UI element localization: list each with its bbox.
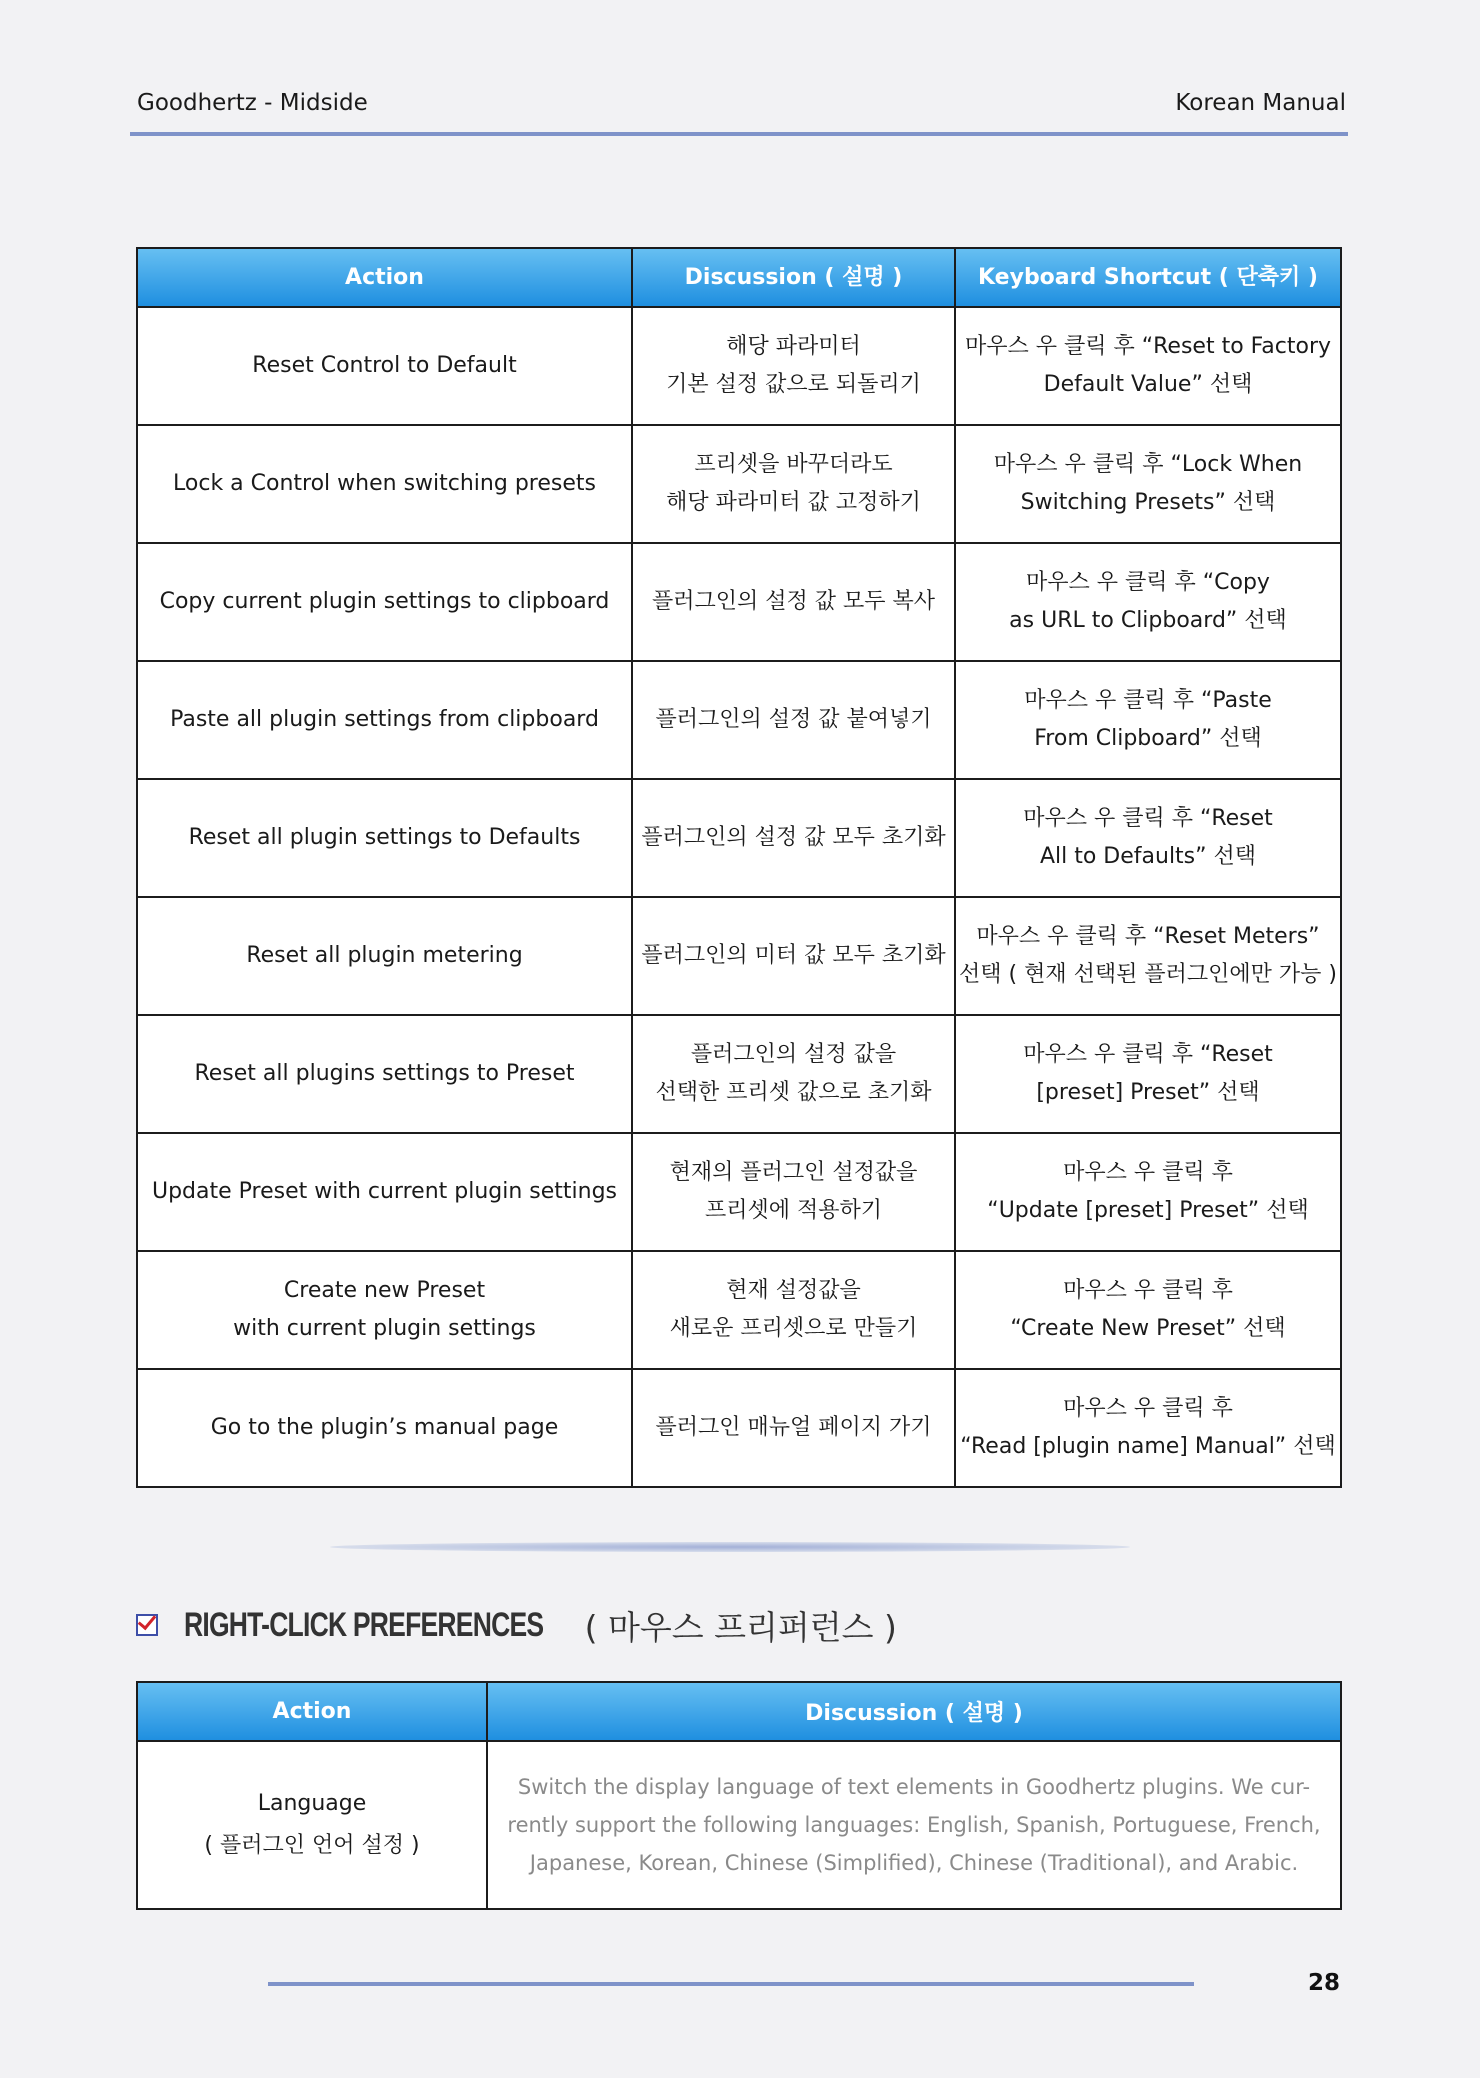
cell-line: 프리셋을 바꾸더라도 — [694, 452, 893, 477]
preferences-table — [136, 1681, 1342, 1910]
cell-line: Update Preset with current plugin settings — [151, 1179, 618, 1204]
section-title-english: RIGHT-CLICK PREFERENCES — [184, 1605, 544, 1644]
shortcut-cell — [955, 897, 1341, 1015]
cell-line: Reset all plugin settings to Defaults — [188, 825, 581, 850]
cell-line: 기본 설정 값으로 되돌리기 — [666, 372, 921, 397]
shortcut-cell — [955, 1251, 1341, 1369]
shortcut-cell — [955, 543, 1341, 661]
discussion-cell — [632, 425, 955, 543]
column-header-action: Action — [137, 248, 632, 307]
table-row — [137, 1251, 1341, 1369]
language-cell — [137, 1741, 487, 1909]
cell-line: 마우스 우 클릭 후 “Reset — [1023, 806, 1273, 831]
footer-divider — [268, 1982, 1194, 1986]
table-row — [137, 1015, 1341, 1133]
cell-line: “Create New Preset” 선택 — [1010, 1316, 1286, 1341]
cell-line: 플러그인 매뉴얼 페이지 가기 — [655, 1415, 932, 1440]
action-cell — [137, 1015, 632, 1133]
language-description-cell — [487, 1741, 1341, 1909]
discussion-cell — [632, 307, 955, 425]
cell-line: 마우스 우 클릭 후 “Copy — [1026, 570, 1270, 595]
discussion-cell — [632, 1133, 955, 1251]
table-row — [137, 1741, 1341, 1909]
column-header-discussion: Discussion ( 설명 ) — [487, 1682, 1341, 1741]
table-row — [137, 779, 1341, 897]
action-cell — [137, 661, 632, 779]
table-row — [137, 543, 1341, 661]
cell-line: 마우스 우 클릭 후 “Paste — [1024, 688, 1272, 713]
action-cell — [137, 425, 632, 543]
discussion-cell — [632, 897, 955, 1015]
cell-line: Paste all plugin settings from clipboard — [170, 707, 599, 732]
document-title: Goodhertz - Midside — [137, 90, 368, 116]
action-cell — [137, 1251, 632, 1369]
discussion-cell — [632, 661, 955, 779]
cell-line: 마우스 우 클릭 후 — [1063, 1396, 1233, 1421]
cell-line: 선택 ( 현재 선택된 플러그인에만 가능 ) — [959, 962, 1337, 987]
shortcut-cell — [955, 1133, 1341, 1251]
cell-line: 프리셋에 적용하기 — [704, 1198, 882, 1223]
cell-line: 마우스 우 클릭 후 “Reset Meters” — [976, 924, 1320, 949]
action-cell — [137, 307, 632, 425]
section-title-korean: ( 마우스 프리퍼런스 ) — [584, 1607, 897, 1647]
cell-line: rently support the following languages: English, Spanish, Portuguese, French, — [507, 1813, 1321, 1837]
shortcuts-table — [136, 247, 1342, 1488]
table-row — [137, 1133, 1341, 1251]
action-cell — [137, 1133, 632, 1251]
cell-line: 현재의 플러그인 설정값을 — [669, 1160, 918, 1185]
cell-line: Reset all plugins settings to Preset — [194, 1061, 575, 1086]
shortcut-cell — [955, 307, 1341, 425]
table-row — [137, 307, 1341, 425]
page-header — [130, 86, 1348, 136]
manual-language-label: Korean Manual — [1175, 90, 1346, 116]
cell-line: Go to the plugin’s manual page — [210, 1415, 559, 1440]
cell-line: Language — [257, 1791, 367, 1816]
cell-line: Reset Control to Default — [252, 353, 517, 378]
cell-line: as URL to Clipboard” 선택 — [1009, 608, 1287, 633]
discussion-cell — [632, 1251, 955, 1369]
cell-line: 마우스 우 클릭 후 “Reset — [1023, 1042, 1273, 1067]
cell-line: Switching Presets” 선택 — [1020, 490, 1276, 515]
cell-line: 플러그인의 설정 값 붙여넣기 — [655, 707, 932, 732]
cell-line: ( 플러그인 언어 설정 ) — [204, 1833, 420, 1858]
cell-line: 마우스 우 클릭 후 “Reset to Factory — [964, 334, 1332, 359]
cell-line: Default Value” 선택 — [1043, 372, 1253, 397]
table-row — [137, 425, 1341, 543]
cell-line: 플러그인의 설정 값 모두 초기화 — [641, 825, 946, 850]
discussion-cell — [632, 543, 955, 661]
cell-line: 플러그인의 미터 값 모두 초기화 — [641, 943, 946, 968]
cell-line: [preset] Preset” 선택 — [1036, 1080, 1260, 1105]
section-heading — [136, 1600, 897, 1650]
cell-line: Create new Preset — [283, 1278, 486, 1303]
cell-line: Japanese, Korean, Chinese (Simplified), Chinese (Traditional), and Arabic. — [529, 1851, 1299, 1875]
action-cell — [137, 543, 632, 661]
cell-line: with current plugin settings — [233, 1316, 536, 1341]
shortcut-cell — [955, 1369, 1341, 1487]
cell-line: “Read [plugin name] Manual” 선택 — [960, 1434, 1336, 1459]
discussion-cell — [632, 1369, 955, 1487]
page-number: 28 — [1307, 1970, 1340, 1996]
cell-line: 새로운 프리셋으로 만들기 — [669, 1316, 918, 1341]
shortcut-cell — [955, 779, 1341, 897]
checkbox-icon — [136, 1614, 158, 1636]
cell-line: Reset all plugin metering — [246, 943, 523, 968]
column-header-action: Action — [137, 1682, 487, 1741]
cell-line: 플러그인의 설정 값을 — [690, 1042, 897, 1067]
discussion-cell — [632, 779, 955, 897]
shortcut-cell — [955, 661, 1341, 779]
cell-line: 선택한 프리셋 값으로 초기화 — [655, 1080, 932, 1105]
cell-line: From Clipboard” 선택 — [1034, 726, 1262, 751]
cell-line: 해당 파라미터 값 고정하기 — [666, 490, 921, 515]
cell-line: 마우스 우 클릭 후 — [1063, 1278, 1233, 1303]
action-cell — [137, 779, 632, 897]
column-header-shortcut: Keyboard Shortcut ( 단축키 ) — [955, 248, 1341, 307]
cell-line: Switch the display language of text elements in Goodhertz plugins. We cur- — [517, 1775, 1311, 1799]
shortcut-cell — [955, 425, 1341, 543]
action-cell — [137, 1369, 632, 1487]
table-row — [137, 897, 1341, 1015]
table-header-row — [137, 248, 1341, 307]
cell-line: 플러그인의 설정 값 모두 복사 — [652, 589, 935, 614]
cell-line: 현재 설정값을 — [726, 1278, 861, 1303]
table-row — [137, 661, 1341, 779]
cell-line: Copy current plugin settings to clipboard — [159, 589, 610, 614]
action-cell — [137, 897, 632, 1015]
section-divider — [330, 1542, 1130, 1552]
cell-line: Lock a Control when switching presets — [173, 471, 596, 496]
cell-line: All to Defaults” 선택 — [1039, 844, 1257, 869]
column-header-discussion: Discussion ( 설명 ) — [632, 248, 955, 307]
cell-line: 마우스 우 클릭 후 — [1063, 1160, 1233, 1185]
shortcut-cell — [955, 1015, 1341, 1133]
cell-line: “Update [preset] Preset” 선택 — [987, 1198, 1309, 1223]
discussion-cell — [632, 1015, 955, 1133]
cell-line: 마우스 우 클릭 후 “Lock When — [993, 452, 1303, 477]
cell-line: 해당 파라미터 — [726, 334, 861, 359]
table-row — [137, 1369, 1341, 1487]
table-header-row — [137, 1682, 1341, 1741]
